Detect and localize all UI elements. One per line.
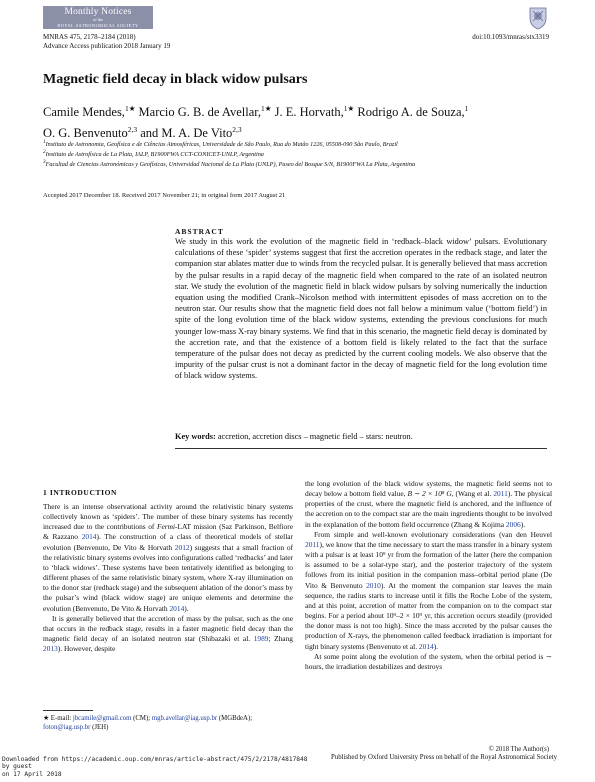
citation-link[interactable]: 2010 — [366, 580, 381, 590]
doi-link[interactable]: doi:10.1093/mnras/stx3319 — [472, 33, 549, 41]
right-column — [305, 479, 552, 672]
citation-link[interactable]: 2012 — [174, 542, 190, 552]
author[interactable]: Marcio G. B. de Avellar,$^{1★}$ — [138, 104, 272, 120]
intro-paragraph-4: From simple and well-known evolutionary considerations (van den Heuvel 2011), we know that the time necessary to start the mass transfer in a binary system with a pulsar is at least 10⁹ yr from the formation of the latter (here the companion is assumed to be a solar-type star), and the posterior trajectory of the system follows from its initial position in the companion mass–orbital period plane (De Vito & Benvenuto 2010). At the moment the companion star leaves the main sequence, the radius starts to increase until it fills the Roche Lobe of the system, and at this point, accretion of matter from the companion on to the compact star begins. For a period about 10⁹–2 × 10⁹ yr, this accretion occurs steadily (provided the donor mass is not too high). Since the mass accreted by the pulsar causes the production of X-rays, the phenomenon called feedback irradiation is important for tight binary systems (Benvenuto et al. 2014). — [305, 529, 552, 651]
citation-link[interactable]: 2014 — [418, 641, 434, 651]
email-link[interactable]: jbcamile@gmail.com — [72, 715, 132, 722]
author[interactable]: O. G. Benvenuto$^{2,3}$ — [43, 125, 138, 141]
intro-paragraph-3: the long evolution of the black widow systems, the magnetic field seems not to decay below a bottom field value, B ∼ 2 × 10⁸ G, (Wang et al. 2011). The physical properties of the crust, where the magnetic field is anchored, and the influence of the accretion on to the compact star are the main ingredients thought to be involved in the explanation of the bottom field occurrence (Zhang & Kojima 2006). — [305, 479, 552, 529]
author[interactable]: Camile Mendes,$^{1★}$ — [43, 104, 136, 120]
masthead-line-2: of the — [93, 17, 103, 22]
email-footnote: ★ E-mail: jbcamile@gmail.com (CM); mgb.avellar@iag.usp.br (MGBdeA); foton@iag.usp.br (JEH) — [43, 715, 253, 731]
footnote-divider — [43, 710, 93, 711]
publisher-notice: Published by Oxford University Press on behalf of the Royal Astronomical Society — [331, 754, 557, 761]
citation-link[interactable]: 2014 — [81, 532, 97, 542]
download-stamp: Downloaded from https://academic.oup.com/mnras/article-abstract/475/2/2178/4817848 by guest on 17 April 2018 — [2, 756, 308, 778]
affiliation: $^1$Instituto de Astronomia, Geofísica e de Ciências Atmosféricas, Universidade de São Paulo, Rua do Matão 1226, 05508-090 São Paulo, Brazil — [43, 139, 398, 149]
masthead-line-3: ROYAL ASTRONOMICAL SOCIETY — [57, 22, 139, 28]
citation-link[interactable]: 2011 — [305, 539, 320, 549]
section-heading: 1 INTRODUCTION — [43, 488, 118, 497]
author[interactable]: Rodrigo A. de Souza,$^1$ — [357, 104, 469, 120]
intro-paragraph-5: At some point along the evolution of the system, when the orbital period is ∼ hours, the irradiation destabilizes and destroys — [305, 651, 552, 671]
citation-link[interactable]: 2014 — [169, 603, 185, 613]
journal-masthead — [43, 6, 153, 29]
citation-link[interactable]: 1989 — [253, 634, 269, 644]
society-crest-icon — [527, 5, 549, 30]
masthead-line-1: Monthly Notices — [64, 7, 132, 17]
citation-link[interactable]: 2011 — [493, 489, 508, 499]
author[interactable]: J. E. Horvath,$^{1★}$ — [274, 104, 355, 120]
keywords-divider — [175, 448, 547, 449]
running-header-left — [43, 33, 170, 51]
left-column — [43, 502, 293, 654]
citation-line: MNRAS 475, 2178–2184 (2018) — [43, 33, 136, 41]
abstract-text: We study in this work the evolution of the magnetic field in ‘redback–black widow’ pulsars. Evolutionary calculations of these ‘spider’ systems suggest that first the accretion operates in the redback stage, and later the companion star ablates matter due to winds from the recycled pulsar. It is generally believed that mass accretion by the pulsar results in a rapid decay of the magnetic field when compared to the rate of an isolated neutron star. We study the evolution of the magnetic field in black widow pulsars by solving numerically the induction equation using the modified Crank–Nicolson method with intermittent episodes of mass accretion on to the neutron star. Our results show that the magnetic field does not fall below a minimum value (‘bottom field’) in spite of the long evolution time of the black widow systems, extending the previous conclusions for much younger low-mass X-ray binary systems. We find that in this scenario, the magnetic field decay is dominated by the accretion rate, and that the existence of a bottom field is likely related to the fact that the surface temperature of the pulsar does not decay as predicted by the current cooling models. We also observe that the impurity of the pulsar crust is not a dominant factor in the decay of magnetic field for the long evolution time of black widow systems. — [175, 237, 547, 381]
keywords: Key words: accretion, accretion discs – magnetic field – stars: neutron. — [175, 432, 413, 441]
citation-link[interactable]: 2006 — [505, 519, 521, 529]
copyright-notice: © 2018 The Author(s) — [488, 746, 549, 753]
email-link[interactable]: mgb.avellar@iag.usp.br — [151, 715, 218, 722]
abstract-heading: ABSTRACT — [175, 227, 224, 236]
intro-paragraph-1: There is an intense observational activity around the relativistic binary systems collectively known as ‘spiders’. The number of these binary systems has recently increased due to the contributions of Fermi-LAT mission (Saz Parkinson, Belfiore & Razzano 2014). The construction of a class of theoretical models of stellar evolution (Benvenuto, De Vito & Horvath 2012) suggests that a small fraction of the relativistic binary systems evolves into configurations called ‘redbacks’ and later to ‘black widows’. These systems have been tentatively identified as belonging to different phases of the same relativistic binary system, where X-ray illumination on to the donor star (redback stage) and the subsequent ablation of the donor’s mass by the pulsar’s wind (black widow stage) are unique elements and determine the evolution (Benvenuto, De Vito & Horvath 2014). — [43, 502, 294, 613]
accepted-dates: Accepted 2017 December 18. Received 2017 November 21; in original form 2017 August 21 — [43, 192, 286, 199]
affiliation: $^3$Facultad de Ciencias Astronómicas y Geofísicas, Universidad Nacional de La Plata (UNLP), Paseo del Bosque S/N, B1900FWA La Plata, Argentina — [43, 159, 416, 169]
affiliation: $^2$Instituto de Astrofísica de La Plata, IALP, B1900FWA CCT-CONICET-UNLP, Argentina — [43, 149, 264, 159]
paper-title: Magnetic field decay in black widow pulsars — [43, 72, 308, 87]
author-list — [43, 100, 553, 142]
intro-paragraph-2: It is generally believed that the accretion of mass by the pulsar, such as the one that occurs in the redback stage, results in a faster magnetic field decay than the magnetic field decay of an isolated neutron star (Shibazaki et al. 1989; Zhang 2013). However, despite — [43, 613, 293, 654]
author[interactable]: and M. A. De Vito$^{2,3}$ — [140, 125, 242, 141]
email-link[interactable]: foton@iag.usp.br — [43, 724, 91, 731]
citation-link[interactable]: 2013 — [43, 644, 58, 654]
advance-access-line: Advance Access publication 2018 January 19 — [43, 42, 171, 50]
